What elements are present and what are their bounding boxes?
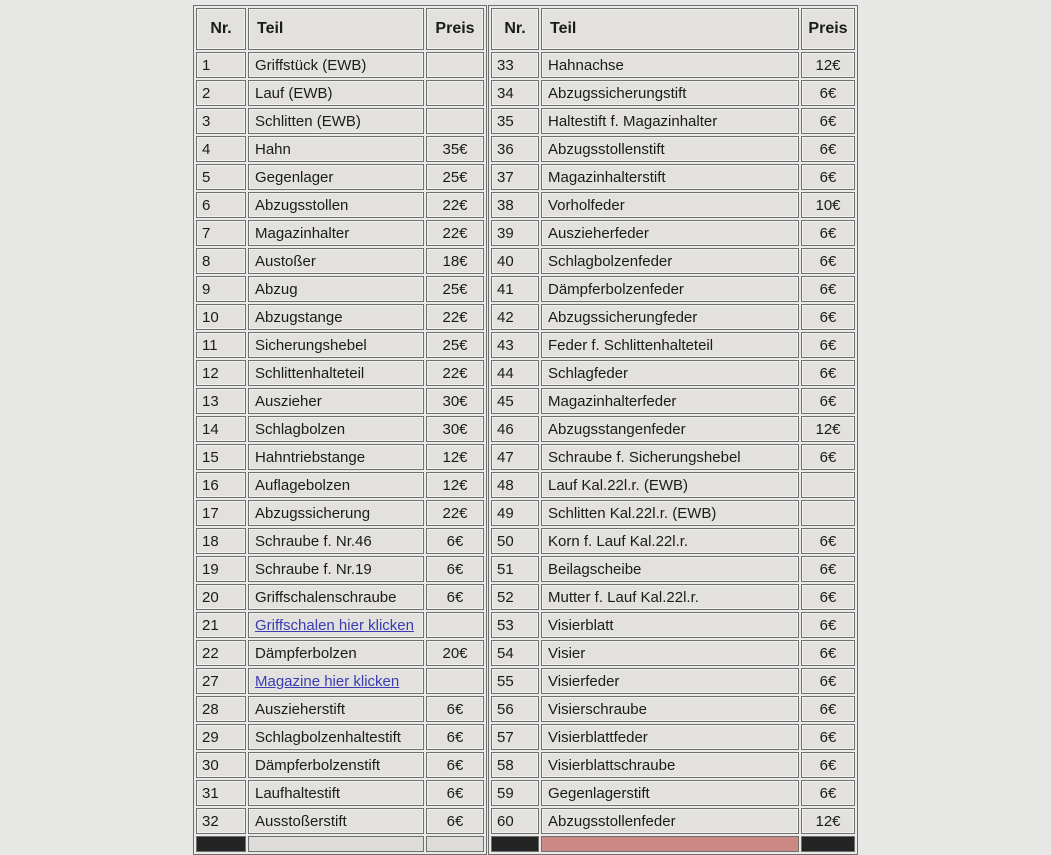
teil-cell: Ausstoßerstift	[248, 808, 424, 834]
teil-cell: Schlittenhalteteil	[248, 360, 424, 386]
table-row	[491, 164, 855, 190]
preis-cell: 6€	[426, 696, 484, 722]
preis-cell: 30€	[426, 388, 484, 414]
nr-cell: 52	[491, 584, 539, 610]
nr-cell: 32	[196, 808, 246, 834]
preis-cell	[426, 668, 484, 694]
nr-cell: 28	[196, 696, 246, 722]
preis-cell: 6€	[426, 584, 484, 610]
teil-cell: Abzugsstollenfeder	[541, 808, 799, 834]
table-row	[491, 360, 855, 386]
table-row	[491, 52, 855, 78]
nr-cell: 59	[491, 780, 539, 806]
teil-cell: Haltestift f. Magazinhalter	[541, 108, 799, 134]
teil-cell: Lauf Kal.22l.r. (EWB)	[541, 472, 799, 498]
nr-cell: 57	[491, 724, 539, 750]
nr-cell: 18	[196, 528, 246, 554]
preis-cell: 6€	[426, 528, 484, 554]
preis-cell	[426, 52, 484, 78]
preis-cell: 20€	[426, 640, 484, 666]
nr-cell: 12	[196, 360, 246, 386]
teil-cell: Schraube f. Sicherungshebel	[541, 444, 799, 470]
table-row	[196, 192, 484, 218]
table-row	[196, 52, 484, 78]
preis-cell: 22€	[426, 500, 484, 526]
teil-cell: Visierblattschraube	[541, 752, 799, 778]
table-row	[196, 108, 484, 134]
teil-cell: Schlagbolzenfeder	[541, 248, 799, 274]
nr-cell	[491, 836, 539, 852]
preis-cell: 6€	[801, 668, 855, 694]
table-row	[491, 500, 855, 526]
nr-cell: 3	[196, 108, 246, 134]
preis-cell: 6€	[801, 388, 855, 414]
nr-cell	[196, 836, 246, 852]
teil-cell: Hahntriebstange	[248, 444, 424, 470]
preis-cell: 30€	[426, 416, 484, 442]
nr-cell: 8	[196, 248, 246, 274]
preis-cell: 6€	[801, 80, 855, 106]
teil-cell: Visierblattfeder	[541, 724, 799, 750]
preis-cell: 25€	[426, 332, 484, 358]
table-row	[196, 696, 484, 722]
nr-cell: 46	[491, 416, 539, 442]
preis-cell: 6€	[801, 164, 855, 190]
preis-cell: 6€	[801, 780, 855, 806]
teil-cell: Abzug	[248, 276, 424, 302]
nr-cell: 14	[196, 416, 246, 442]
preis-cell: 6€	[801, 640, 855, 666]
nr-cell: 17	[196, 500, 246, 526]
nr-cell: 43	[491, 332, 539, 358]
nr-cell: 13	[196, 388, 246, 414]
teil-cell: Mutter f. Lauf Kal.22l.r.	[541, 584, 799, 610]
teil-cell: Magazinhalterfeder	[541, 388, 799, 414]
nr-cell: 36	[491, 136, 539, 162]
partial-next-row	[196, 836, 484, 852]
table-row	[196, 528, 484, 554]
teil-cell: Hahn	[248, 136, 424, 162]
table-row	[196, 584, 484, 610]
nr-cell: 29	[196, 724, 246, 750]
table-row	[491, 780, 855, 806]
nr-cell: 37	[491, 164, 539, 190]
teil-cell: Austoßer	[248, 248, 424, 274]
header-row	[196, 8, 484, 50]
nr-cell: 22	[196, 640, 246, 666]
teil-cell	[248, 836, 424, 852]
nr-cell: 7	[196, 220, 246, 246]
teil-cell: Gegenlager	[248, 164, 424, 190]
teil-cell: Abzugstange	[248, 304, 424, 330]
preis-cell: 6€	[801, 304, 855, 330]
nr-cell: 30	[196, 752, 246, 778]
nr-cell: 50	[491, 528, 539, 554]
table-row	[491, 724, 855, 750]
nr-cell: 2	[196, 80, 246, 106]
table-row	[491, 108, 855, 134]
table-row	[196, 724, 484, 750]
teil-cell: Hahnachse	[541, 52, 799, 78]
preis-cell: 6€	[426, 556, 484, 582]
preis-cell	[801, 500, 855, 526]
parts-table-left	[193, 5, 487, 855]
preis-cell: 6€	[801, 360, 855, 386]
header-teil: Teil	[248, 8, 424, 50]
preis-cell: 18€	[426, 248, 484, 274]
nr-cell: 34	[491, 80, 539, 106]
preis-cell: 22€	[426, 220, 484, 246]
teil-cell: Schlitten Kal.22l.r. (EWB)	[541, 500, 799, 526]
teil-cell: Vorholfeder	[541, 192, 799, 218]
teil-cell: Lauf (EWB)	[248, 80, 424, 106]
table-row	[196, 388, 484, 414]
teil-cell: Dämpferbolzenstift	[248, 752, 424, 778]
nr-cell: 31	[196, 780, 246, 806]
table-row	[196, 500, 484, 526]
preis-cell: 12€	[801, 808, 855, 834]
table-row	[196, 220, 484, 246]
table-row	[491, 220, 855, 246]
preis-cell: 22€	[426, 304, 484, 330]
teil-cell	[541, 836, 799, 852]
table-row	[491, 612, 855, 638]
teil-cell: Abzugsstollenstift	[541, 136, 799, 162]
table-row	[491, 248, 855, 274]
preis-cell: 6€	[801, 332, 855, 358]
nr-cell: 11	[196, 332, 246, 358]
nr-cell: 56	[491, 696, 539, 722]
table-row	[491, 584, 855, 610]
header-preis: Preis	[426, 8, 484, 50]
table-row	[491, 416, 855, 442]
teil-cell: Sicherungshebel	[248, 332, 424, 358]
preis-cell: 6€	[801, 556, 855, 582]
table-row	[196, 780, 484, 806]
preis-cell: 6€	[801, 584, 855, 610]
teil-cell: Dämpferbolzen	[248, 640, 424, 666]
table-row	[196, 164, 484, 190]
nr-cell: 27	[196, 668, 246, 694]
teil-cell: Auflagebolzen	[248, 472, 424, 498]
nr-cell: 20	[196, 584, 246, 610]
teil-cell: Auszieherstift	[248, 696, 424, 722]
header-preis: Preis	[801, 8, 855, 50]
teil-cell: Beilagscheibe	[541, 556, 799, 582]
teil-cell	[248, 668, 424, 694]
table-row	[196, 80, 484, 106]
teil-cell: Auszieherfeder	[541, 220, 799, 246]
preis-cell: 6€	[801, 276, 855, 302]
preis-cell: 25€	[426, 164, 484, 190]
preis-cell: 25€	[426, 276, 484, 302]
teil-cell: Feder f. Schlittenhalteteil	[541, 332, 799, 358]
preis-cell: 6€	[801, 612, 855, 638]
table-row	[196, 416, 484, 442]
table-row	[196, 332, 484, 358]
nr-cell: 60	[491, 808, 539, 834]
header-teil: Teil	[541, 8, 799, 50]
nr-cell: 42	[491, 304, 539, 330]
nr-cell: 53	[491, 612, 539, 638]
table-row	[196, 444, 484, 470]
teil-cell: Magazinhalterstift	[541, 164, 799, 190]
nr-cell: 54	[491, 640, 539, 666]
nr-cell: 39	[491, 220, 539, 246]
preis-cell	[426, 108, 484, 134]
preis-cell	[426, 836, 484, 852]
teil-cell: Magazinhalter	[248, 220, 424, 246]
teil-cell: Visierblatt	[541, 612, 799, 638]
table-row	[491, 752, 855, 778]
nr-cell: 16	[196, 472, 246, 498]
preis-cell: 6€	[801, 724, 855, 750]
nr-cell: 55	[491, 668, 539, 694]
part-link[interactable]: Magazine hier klicken	[255, 672, 400, 690]
table-row	[196, 472, 484, 498]
teil-cell: Schlitten (EWB)	[248, 108, 424, 134]
nr-cell: 47	[491, 444, 539, 470]
teil-cell: Laufhaltestift	[248, 780, 424, 806]
table-row	[491, 332, 855, 358]
nr-cell: 48	[491, 472, 539, 498]
nr-cell: 45	[491, 388, 539, 414]
teil-cell: Visier	[541, 640, 799, 666]
preis-cell: 6€	[801, 444, 855, 470]
preis-cell: 12€	[801, 416, 855, 442]
teil-cell: Abzugsstangenfeder	[541, 416, 799, 442]
teil-cell	[248, 612, 424, 638]
table-row	[196, 668, 484, 694]
table-row	[491, 556, 855, 582]
table-row	[196, 640, 484, 666]
teil-cell: Visierschraube	[541, 696, 799, 722]
table-row	[196, 248, 484, 274]
table-row	[491, 696, 855, 722]
nr-cell: 10	[196, 304, 246, 330]
preis-cell: 35€	[426, 136, 484, 162]
preis-cell: 10€	[801, 192, 855, 218]
preis-cell: 6€	[801, 136, 855, 162]
nr-cell: 5	[196, 164, 246, 190]
teil-cell: Schraube f. Nr.46	[248, 528, 424, 554]
table-row	[491, 668, 855, 694]
nr-cell: 15	[196, 444, 246, 470]
teil-cell: Abzugssicherungfeder	[541, 304, 799, 330]
table-row	[491, 192, 855, 218]
preis-cell: 6€	[426, 752, 484, 778]
table-row	[196, 304, 484, 330]
preis-cell: 6€	[801, 108, 855, 134]
table-row	[491, 276, 855, 302]
table-row	[196, 136, 484, 162]
table-row	[491, 136, 855, 162]
teil-cell: Auszieher	[248, 388, 424, 414]
teil-cell: Visierfeder	[541, 668, 799, 694]
nr-cell: 41	[491, 276, 539, 302]
teil-cell: Schlagfeder	[541, 360, 799, 386]
nr-cell: 6	[196, 192, 246, 218]
parts-table-right	[488, 5, 858, 855]
preis-cell: 6€	[426, 724, 484, 750]
nr-cell: 1	[196, 52, 246, 78]
table-row	[196, 808, 484, 834]
preis-cell: 6€	[426, 808, 484, 834]
teil-cell: Schlagbolzenhaltestift	[248, 724, 424, 750]
preis-cell: 12€	[426, 444, 484, 470]
table-row	[491, 388, 855, 414]
table-row	[491, 304, 855, 330]
header-nr: Nr.	[196, 8, 246, 50]
table-row	[196, 276, 484, 302]
nr-cell: 19	[196, 556, 246, 582]
preis-cell: 12€	[801, 52, 855, 78]
nr-cell: 9	[196, 276, 246, 302]
teil-cell: Korn f. Lauf Kal.22l.r.	[541, 528, 799, 554]
preis-cell: 6€	[801, 528, 855, 554]
header-nr: Nr.	[491, 8, 539, 50]
teil-cell: Griffschalenschraube	[248, 584, 424, 610]
preis-cell	[801, 836, 855, 852]
nr-cell: 49	[491, 500, 539, 526]
nr-cell: 38	[491, 192, 539, 218]
preis-cell: 22€	[426, 360, 484, 386]
table-row	[491, 80, 855, 106]
table-row	[196, 360, 484, 386]
preis-cell: 6€	[801, 248, 855, 274]
nr-cell: 44	[491, 360, 539, 386]
nr-cell: 35	[491, 108, 539, 134]
nr-cell: 21	[196, 612, 246, 638]
preis-cell: 6€	[801, 696, 855, 722]
table-row	[196, 752, 484, 778]
table-row	[491, 444, 855, 470]
preis-cell: 6€	[426, 780, 484, 806]
table-row	[196, 612, 484, 638]
table-row	[491, 472, 855, 498]
teil-cell: Schlagbolzen	[248, 416, 424, 442]
nr-cell: 33	[491, 52, 539, 78]
header-row	[491, 8, 855, 50]
partial-next-row	[491, 836, 855, 852]
nr-cell: 4	[196, 136, 246, 162]
table-row	[491, 640, 855, 666]
teil-cell: Dämpferbolzenfeder	[541, 276, 799, 302]
table-row	[491, 528, 855, 554]
preis-cell: 6€	[801, 220, 855, 246]
teil-cell: Schraube f. Nr.19	[248, 556, 424, 582]
preis-cell	[426, 612, 484, 638]
preis-cell	[426, 80, 484, 106]
preis-cell: 22€	[426, 192, 484, 218]
teil-cell: Gegenlagerstift	[541, 780, 799, 806]
teil-cell: Abzugsstollen	[248, 192, 424, 218]
table-row	[196, 556, 484, 582]
teil-cell: Abzugssicherungstift	[541, 80, 799, 106]
nr-cell: 40	[491, 248, 539, 274]
nr-cell: 58	[491, 752, 539, 778]
preis-cell	[801, 472, 855, 498]
teil-cell: Abzugssicherung	[248, 500, 424, 526]
table-row	[491, 808, 855, 834]
preis-cell: 12€	[426, 472, 484, 498]
preis-cell: 6€	[801, 752, 855, 778]
part-link[interactable]: Griffschalen hier klicken	[255, 616, 414, 634]
teil-cell: Griffstück (EWB)	[248, 52, 424, 78]
nr-cell: 51	[491, 556, 539, 582]
